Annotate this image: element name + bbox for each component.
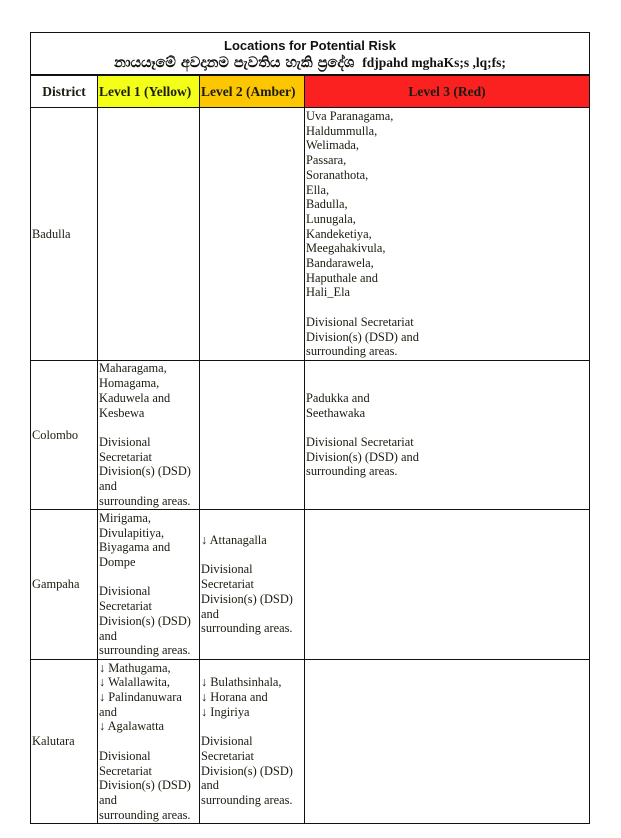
cell-line: Haldummulla, xyxy=(306,123,378,138)
district-cell: Gampaha xyxy=(31,510,98,660)
cell-line: Bandarawela, xyxy=(306,256,374,271)
cell-line: Passara, xyxy=(306,153,347,168)
cell-line: Hali_Ela xyxy=(306,285,351,300)
blank-line xyxy=(99,734,198,749)
cell-line: Dompe xyxy=(99,555,136,570)
cell-line: Divisional Secretariat xyxy=(306,434,414,449)
cell-line: surrounding areas. xyxy=(201,621,293,636)
cell-line: ↓ Horana and xyxy=(201,690,268,705)
header-district: District xyxy=(31,75,98,108)
level3-cell xyxy=(305,510,590,660)
cell-line: Divisional xyxy=(99,748,151,763)
blank-line xyxy=(306,300,588,315)
cell-line: Padukka and xyxy=(306,390,370,405)
cell-line: and xyxy=(99,704,117,719)
blank-line xyxy=(99,570,198,585)
cell-line: Division(s) (DSD) xyxy=(99,778,191,793)
cell-line: surrounding areas. xyxy=(99,643,191,658)
cell-line: Secretariat xyxy=(99,449,152,464)
cell-line: Division(s) (DSD) and xyxy=(306,329,419,344)
cell-line: Division(s) (DSD) xyxy=(201,763,293,778)
cell-line: Divulapitiya, xyxy=(99,525,165,540)
cell-line: Secretariat xyxy=(201,577,254,592)
cell-line: Mirigama, xyxy=(99,510,151,525)
cell-line: and xyxy=(201,778,219,793)
header-row xyxy=(31,75,590,108)
cell-line: surrounding areas. xyxy=(99,493,191,508)
table-row xyxy=(31,660,590,824)
cell-line: Division(s) (DSD) and xyxy=(306,449,419,464)
cell-line: Maharagama, xyxy=(99,361,167,376)
table-row xyxy=(31,108,590,361)
risk-locations-table xyxy=(30,32,590,824)
cell-line: surrounding areas. xyxy=(306,464,398,479)
table-row xyxy=(31,361,590,510)
level1-cell xyxy=(98,660,200,824)
cell-line: Divisional xyxy=(201,562,253,577)
cell-line: Kesbewa xyxy=(99,405,145,420)
level2-cell xyxy=(200,510,305,660)
cell-line: ↓ Bulathsinhala, xyxy=(201,675,282,690)
cell-line: Secretariat xyxy=(99,599,152,614)
cell-line: Kaduwela and xyxy=(99,390,171,405)
level2-cell xyxy=(200,361,305,510)
header-level3-red: Level 3 (Red) xyxy=(305,75,590,108)
cell-line: and xyxy=(99,792,117,807)
cell-line: Meegahakivula, xyxy=(306,241,386,256)
cell-line: and xyxy=(99,628,117,643)
cell-line: ↓ Ingiriya xyxy=(201,704,250,719)
cell-line: Soranathota, xyxy=(306,167,369,182)
level1-cell xyxy=(98,108,200,361)
cell-line: Welimada, xyxy=(306,138,360,153)
cell-line: Lunugala, xyxy=(306,211,356,226)
header-level1-yellow: Level 1 (Yellow) xyxy=(98,75,200,108)
level1-cell xyxy=(98,510,200,660)
cell-line: Kandeketiya, xyxy=(306,226,372,241)
title-sinhala-tamil xyxy=(32,53,588,73)
blank-line xyxy=(99,420,198,435)
cell-line: Division(s) (DSD) xyxy=(99,464,191,479)
level1-cell xyxy=(98,361,200,510)
cell-line: surrounding areas. xyxy=(201,792,293,807)
level2-cell xyxy=(200,108,305,361)
cell-line: surrounding areas. xyxy=(306,344,398,359)
blank-line xyxy=(201,719,303,734)
cell-line: Division(s) (DSD) xyxy=(99,613,191,628)
cell-line: and xyxy=(99,479,117,494)
header-level2-amber: Level 2 (Amber) xyxy=(200,75,305,108)
table-row xyxy=(31,510,590,660)
title-row xyxy=(31,33,590,76)
level3-cell xyxy=(305,361,590,510)
blank-line xyxy=(201,548,303,563)
title-sinhala: නායයෑමේ අවදානම පැවතිය හැකි ප්‍රදේශ xyxy=(114,54,355,71)
cell-line: and xyxy=(201,606,219,621)
cell-line: ↓ Agalawatta xyxy=(99,719,165,734)
cell-line: Biyagama and xyxy=(99,540,171,555)
district-cell: Kalutara xyxy=(31,660,98,824)
cell-line: Divisional xyxy=(201,734,253,749)
cell-line: ↓ Walallawita, xyxy=(99,675,171,690)
cell-line: Divisional xyxy=(99,434,151,449)
cell-line: Divisional Secretariat xyxy=(306,314,414,329)
cell-line: ↓ Mathugama, xyxy=(99,660,171,675)
cell-line: Badulla, xyxy=(306,197,348,212)
title-tamil-legacy: fdjpahd mghaKs;s ,lq;fs; xyxy=(362,54,506,70)
cell-line: ↓ Palindanuwara xyxy=(99,690,182,705)
level2-cell xyxy=(200,660,305,824)
cell-line: Homagama, xyxy=(99,376,160,391)
blank-line xyxy=(306,420,588,435)
cell-line: Haputhale and xyxy=(306,270,378,285)
title-english: Locations for Potential Risk xyxy=(224,37,396,53)
cell-line: surrounding areas. xyxy=(99,807,191,822)
cell-line: Ella, xyxy=(306,182,330,197)
cell-line: Secretariat xyxy=(99,763,152,778)
title-cell xyxy=(31,33,590,76)
cell-line: Division(s) (DSD) xyxy=(201,591,293,606)
cell-line: Uva Paranagama, xyxy=(306,109,394,124)
document-page xyxy=(30,32,588,824)
level3-cell xyxy=(305,660,590,824)
cell-line: ↓ Attanagalla xyxy=(201,533,267,548)
district-cell: Badulla xyxy=(31,108,98,361)
level3-cell xyxy=(305,108,590,361)
cell-line: Secretariat xyxy=(201,748,254,763)
cell-line: Divisional xyxy=(99,584,151,599)
district-cell: Colombo xyxy=(31,361,98,510)
cell-line: Seethawaka xyxy=(306,405,366,420)
